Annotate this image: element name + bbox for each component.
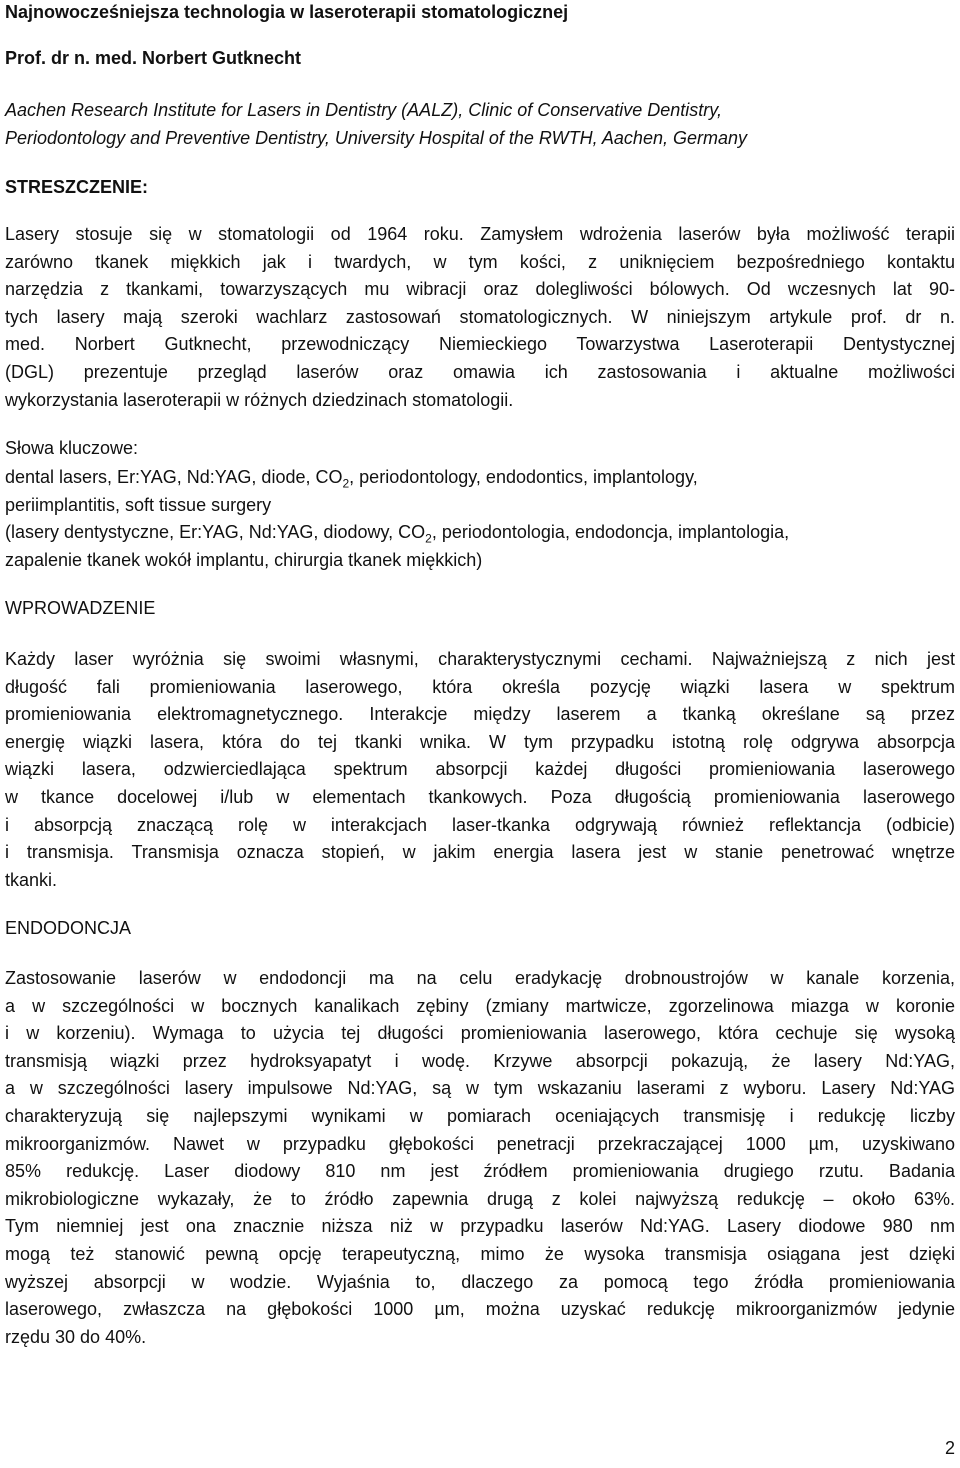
- text-line: Każdy laser wyróżnia się swoimi własnymi, charakterystycznymi cechami. Najważniejszą z nich jest: [5, 649, 955, 669]
- text-line: wiązki lasera, odzwierciedlająca spektrum absorpcji każdej długości promieniowania laserowego: [5, 759, 955, 780]
- abstract-heading: STRESZCZENIE:: [5, 177, 149, 197]
- text-line: i absorpcją znaczącą rolę w interakcjach laser-tkanka odgrywają również reflektancja (odbicie): [5, 814, 955, 835]
- text-line: zarówno tkanek miękkich jak i twardych, w tym kości, z uniknięciem bezpośredniego kontaktu: [5, 251, 955, 272]
- endodontics-text: [5, 965, 955, 1351]
- text-line: wykorzystania laseroterapii w różnych dziedzinach stomatologii.: [5, 389, 514, 410]
- keywords-pl-line: (lasery dentystyczne, Er:YAG, Nd:YAG, diodowy, $CO_2$, periodontologia, endodoncja, implantologia,: [5, 522, 790, 546]
- text-line: i w korzeniu). Wymaga to użycia tej długości promieniowania laserowego, która cechuje się wysoką: [5, 1023, 955, 1044]
- text-line: (DGL) prezentuje przegląd laserów oraz omawia ich zastosowania i aktualne możliwości: [5, 361, 955, 382]
- text-line: med. Norbert Gutknecht, przewodniczący Niemieckiego Towarzystwa Laseroterapii Dentystycznej: [5, 334, 955, 355]
- text-line: narzędzia z tkankami, towarzyszących mu wibracji oraz dolegliwości bólowych. Od wczesnych lat 90-: [5, 279, 955, 300]
- text-line: 85% redukcję. Laser diodowy 810 nm jest źródłem promieniowania drugiego rzutu. Badania: [5, 1161, 955, 1182]
- text-line: charakteryzują się najlepszymi wynikami w pomiarach oceniających transmisję i redukcję liczby: [5, 1105, 955, 1126]
- affiliation-line: Aachen Research Institute for Lasers in Dentistry (AALZ), Clinic of Conservative Dentistry,: [5, 100, 722, 120]
- keywords-heading: Słowa kluczowe:: [5, 438, 139, 458]
- text-line: a w szczególności lasery impulsowe Nd:YAG, są w tym wskazaniu laserami z wyboru. Lasery Nd:YAG: [5, 1078, 955, 1099]
- text-line: tkanki.: [5, 869, 58, 890]
- text-line: długość fali promieniowania laserowego, która określa pozycję wiązki lasera w spektrum: [5, 676, 955, 697]
- text-line: mikrobiologiczne wykazały, że to źródło zapewnia drugą z kolei najwyższą redukcję – około 63%.: [5, 1188, 955, 1209]
- text-line: a w szczególności w bocznych kanalikach zębiny (zmiany martwicze, zgorzelinowa miazga w koronie: [5, 995, 955, 1016]
- text-line: i transmisja. Transmisja oznacza stopień, w jakim energia lasera jest w stanie penetrować wnętrze: [5, 842, 955, 863]
- page-number: 2: [944, 1438, 955, 1458]
- document-title: Najnowocześniejsza technologia w laseroterapii stomatologicznej: [5, 2, 569, 22]
- keywords-en-line: periimplantitis, soft tissue surgery: [5, 494, 272, 515]
- introduction-heading: WPROWADZENIE: [5, 598, 156, 618]
- text-line: promieniowania elektromagnetycznego. Interakcje między laserem a tkanką określane są przez: [5, 704, 955, 725]
- endodontics-heading: ENDODONCJA: [5, 918, 132, 938]
- keywords-en-line: dental lasers, Er:YAG, Nd:YAG, diode, $CO_2$, periodontology, endodontics, implantology,: [5, 467, 698, 491]
- text-line: rzędu 30 do 40%.: [5, 1326, 147, 1347]
- text-line: laserowego, zwłaszcza na głębokości 1000 µm, można uzyskać redukcję mikroorganizmów jedynie: [5, 1299, 955, 1320]
- text-line: transmisją wiązki przez hydroksyapatyt i wodę. Krzywe absorpcji pokazują, że lasery Nd:YAG,: [5, 1050, 955, 1071]
- text-line: wyższej absorpcji w wodzie. Wyjaśnia to, dlaczego za pomocą tego źródła promieniowania: [5, 1271, 955, 1292]
- abstract-text: [5, 221, 955, 414]
- text-line: Lasery stosuje się w stomatologii od 1964 roku. Zamysłem wdrożenia laserów była możliwość terapii: [5, 224, 955, 244]
- text-line: energię wiązki lasera, która do tej tkanki wnika. W tym przypadku istotną rolę odgrywa absorpcja: [5, 731, 955, 752]
- text-line: w tkance docelowej i/lub w elementach tkankowych. Poza długością promieniowania laserowego: [5, 786, 955, 807]
- text-line: tych lasery mają szeroki wachlarz zastosowań stomatologicznych. W niniejszym artykule prof. dr n.: [5, 306, 955, 327]
- affiliation-line: Periodontology and Preventive Dentistry, University Hospital of the RWTH, Aachen, Germany: [5, 128, 747, 148]
- text-line: mikroorganizmów. Nawet w przypadku głębokości penetracji przekraczającej 1000 µm, uzyskiwano: [5, 1133, 955, 1154]
- text-line: Zastosowanie laserów w endodoncji ma na celu eradykację drobnoustrojów w kanale korzenia,: [5, 968, 955, 988]
- author-name: Prof. dr n. med. Norbert Gutknecht: [5, 48, 302, 68]
- keywords-text: [5, 464, 955, 574]
- introduction-text: [5, 646, 955, 894]
- author-affiliation: [5, 96, 955, 152]
- keywords-pl-line: zapalenie tkanek wokół implantu, chirurgia tkanek miękkich): [5, 549, 483, 570]
- text-line: Tym niemniej jest ona znacznie niższa niż w przypadku laserów Nd:YAG. Lasery diodowe 980 nm: [5, 1216, 955, 1237]
- text-line: mogą też stanowić pewną opcję terapeutyczną, mimo że wysoka transmisja osiągana jest dzięki: [5, 1243, 955, 1264]
